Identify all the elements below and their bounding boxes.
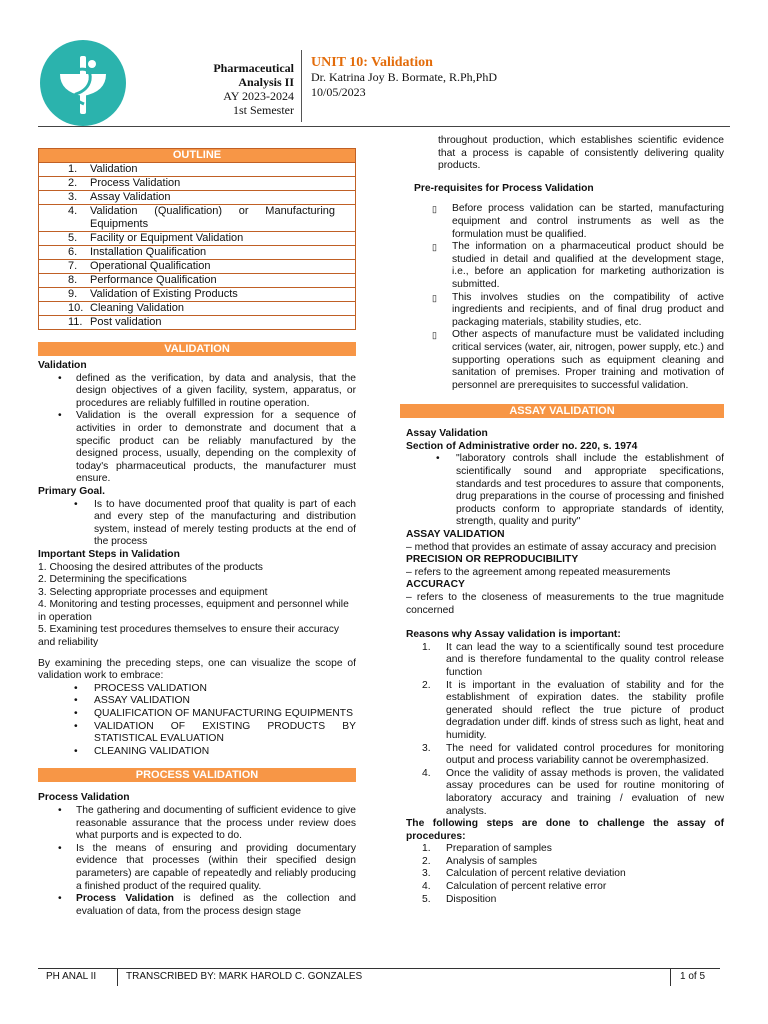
right-column xyxy=(400,135,724,906)
def-precision: – refers to the agreement among repeated measurements xyxy=(406,566,671,578)
reasons-heading: Reasons why Assay validation is important: xyxy=(406,629,621,641)
validation-bullets xyxy=(38,373,356,486)
list-item: • CLEANING VALIDATION xyxy=(38,746,356,759)
process-validation-heading: Process Validation xyxy=(38,792,130,804)
prereq-list xyxy=(400,203,724,392)
header-rule xyxy=(38,126,730,127)
list-item: 2. Analysis of samples xyxy=(422,855,537,867)
page-number: 1 of 5 xyxy=(680,971,706,982)
list-item: 1. It can lead the way to a scientifically sound test procedure and is therefore fundamental to the quality control release function xyxy=(422,641,724,678)
assay-steps-heading: The following steps are done to challenge the assay of procedures: xyxy=(406,818,724,842)
list-item: • "laboratory controls shall include the establishment of scientifically sound and appropriate specifications, standards and test procedures to assure that components, drug preparations in the course of processing and finished products conform to appropriate standards of identity, strength, quality and purity" xyxy=(400,453,724,529)
validation-heading: Validation xyxy=(38,360,87,371)
administrative-order: Section of Administrative order no. 220, s. 1974 xyxy=(406,440,638,452)
outline-item: 1. Validation xyxy=(39,163,356,177)
term-precision: PRECISION OR REPRODUCIBILITY xyxy=(406,554,579,566)
step-item: 1. Choosing the desired attributes of the products xyxy=(38,561,263,573)
outline-item: 5. Facility or Equipment Validation xyxy=(39,232,356,246)
footer-course: PH ANAL II xyxy=(46,971,97,982)
list-item: 1. Preparation of samples xyxy=(422,843,552,855)
list-item: • ASSAY VALIDATION xyxy=(38,695,356,708)
outline-item: 10. Cleaning Validation xyxy=(39,302,356,316)
outline-item: 11. Post validation xyxy=(39,316,356,330)
list-item: ▯ Other aspects of manufacture must be validated including critical services (water, air, nitrogen, power supply, etc.) and supporting operations such as equipment cleaning and sanitation of premises. Proper training and motivation of personnel are prerequisites to successful validation. xyxy=(414,329,724,392)
list-item: • PROCESS VALIDATION xyxy=(38,683,356,696)
list-item: • QUALIFICATION OF MANUFACTURING EQUIPMENTS xyxy=(38,708,356,721)
step-item: 4. Monitoring and testing processes, equipment and personnel while in operation xyxy=(38,599,349,623)
semester: 1st Semester xyxy=(233,103,294,117)
outline-item: 8. Performance Qualification xyxy=(39,274,356,288)
outline-item: 3. Assay Validation xyxy=(39,191,356,205)
outline-table xyxy=(38,148,356,330)
course-name: Pharmaceutical xyxy=(213,61,294,75)
scope-list xyxy=(38,683,356,759)
primary-goal-heading: Primary Goal. xyxy=(38,485,105,497)
assay-steps-list xyxy=(400,843,724,906)
list-item: • Is the means of ensuring and providing documentary evidence that processes (within their specified design parameters) are capable of repeatedly and reliably producing a finished product of the required quality. xyxy=(38,843,356,893)
list-item: 4. Once the validity of assay methods is proven, the validated assay procedures can be used for routine monitoring of laboratory accuracy and training / evaluation of new analysts. xyxy=(422,767,724,817)
outline-item: 7. Operational Qualification xyxy=(39,260,356,274)
list-item: 4. Calculation of percent relative error xyxy=(422,881,607,893)
course-name-2: Analysis II xyxy=(238,75,294,89)
footer-rule xyxy=(38,968,720,969)
outline-item: 9. Validation of Existing Products xyxy=(39,288,356,302)
assay-validation-heading: Assay Validation xyxy=(406,428,488,440)
list-item: ▯ This involves studies on the compatibility of active ingredients and recipients, and of final drug product and packaging materials, stability studies, etc. xyxy=(414,292,724,330)
primary-goal-list xyxy=(38,499,356,549)
outline-item: 2. Process Validation xyxy=(39,177,356,191)
term-assay-validation: ASSAY VALIDATION xyxy=(406,529,505,541)
steps-heading: Important Steps in Validation xyxy=(38,548,180,560)
list-item: 2. It is important in the evaluation of stability and for the establishment of expiration dates. the stability profile generated should reflect the true picture of product degradation under diff. kinds of stress such as light, heat and humidity. xyxy=(422,679,724,741)
process-validation-section-bar: PROCESS VALIDATION xyxy=(38,768,356,782)
outline-title: OUTLINE xyxy=(39,149,356,163)
prereq-heading: Pre-requisites for Process Validation xyxy=(414,182,594,194)
outline-item: 6. Installation Qualification xyxy=(39,246,356,260)
assay-quote-list xyxy=(400,453,724,529)
unit-info xyxy=(311,55,497,100)
list-item: 3. The need for validated control procedures for monitoring output and process variability cannot be overemphasized. xyxy=(422,742,724,767)
outline-item: 4. Validation (Qualification) or Manufacturing Equipments xyxy=(39,205,356,232)
academic-year: AY 2023-2024 xyxy=(223,89,294,103)
def-assay-validation: – method that provides an estimate of assay accuracy and precision xyxy=(406,541,717,553)
list-item: 5. Disposition xyxy=(422,893,497,905)
process-validation-continuation: throughout production, which establishes scientific evidence that a process is capable of consistently delivering quality products. xyxy=(438,135,724,172)
list-item: • Is to have documented proof that quality is part of each and every step of the manufacturing and distribution system, instead of merely testing products at the end of the process xyxy=(38,499,356,549)
logo xyxy=(40,40,126,126)
page-title: UNIT 10: Validation xyxy=(311,55,433,70)
left-column xyxy=(38,148,356,918)
term-accuracy: ACCURACY xyxy=(406,579,465,591)
list-item: ▯ Before process validation can be started, manufacturing equipment and control instruments as well as the formulation must be qualified. xyxy=(414,203,724,241)
assay-validation-section-bar: ASSAY VALIDATION xyxy=(400,404,724,418)
footer-transcriber: TRANSCRIBED BY: MARK HAROLD C. GONZALES xyxy=(126,971,363,982)
lecturer: Dr. Katrina Joy B. Bormate, R.Ph,PhD xyxy=(311,70,497,84)
process-validation-bullets xyxy=(38,805,356,918)
list-item: • Validation is the overall expression for a sequence of activities in order to demonstrate and document that a specific product can be reliably manufactured by the designed process, usually, depending on the complexity of today's pharmaceutical products, the manufacturer must ensure. xyxy=(38,410,356,486)
reasons-list xyxy=(400,642,724,818)
scope-intro: By examining the preceding steps, one can visualize the scope of validation work to embrace: xyxy=(38,657,356,682)
course-info xyxy=(190,61,294,117)
validation-section-bar: VALIDATION xyxy=(38,342,356,356)
bowl-of-hygieia-icon xyxy=(40,40,126,126)
list-item: • The gathering and documenting of sufficient evidence to give reasonable assurance that the process under review does what purports and is expected to do. xyxy=(38,805,356,843)
def-accuracy: – refers to the closeness of measurements to the true magnitude concerned xyxy=(406,592,724,616)
list-item: 3. Calculation of percent relative deviation xyxy=(422,868,626,880)
footer-divider xyxy=(117,968,118,986)
footer-divider xyxy=(670,968,671,986)
list-item: • defined as the verification, by data and analysis, that the design objectives of a given facility, system, apparatus, or procedures are reliably fulfilled in routine operation. xyxy=(38,373,356,411)
list-item: • Process Validation is defined as the collection and evaluation of data, from the process design stage xyxy=(38,893,356,918)
list-item: ▯ The information on a pharmaceutical product should be studied in detail and qualified at the development stage, i.e., before an application for marketing authorization is submitted. xyxy=(414,241,724,291)
step-item: 5. Examining test procedures themselves to ensure their accuracy and reliability xyxy=(38,624,340,649)
lecture-date: 10/05/2023 xyxy=(311,85,366,99)
step-item: 2. Determining the specifications xyxy=(38,574,187,586)
list-item: • VALIDATION OF EXISTING PRODUCTS BY STATISTICAL EVALUATION xyxy=(38,721,356,746)
header-divider xyxy=(301,50,302,122)
step-item: 3. Selecting appropriate processes and equipment xyxy=(38,586,268,598)
